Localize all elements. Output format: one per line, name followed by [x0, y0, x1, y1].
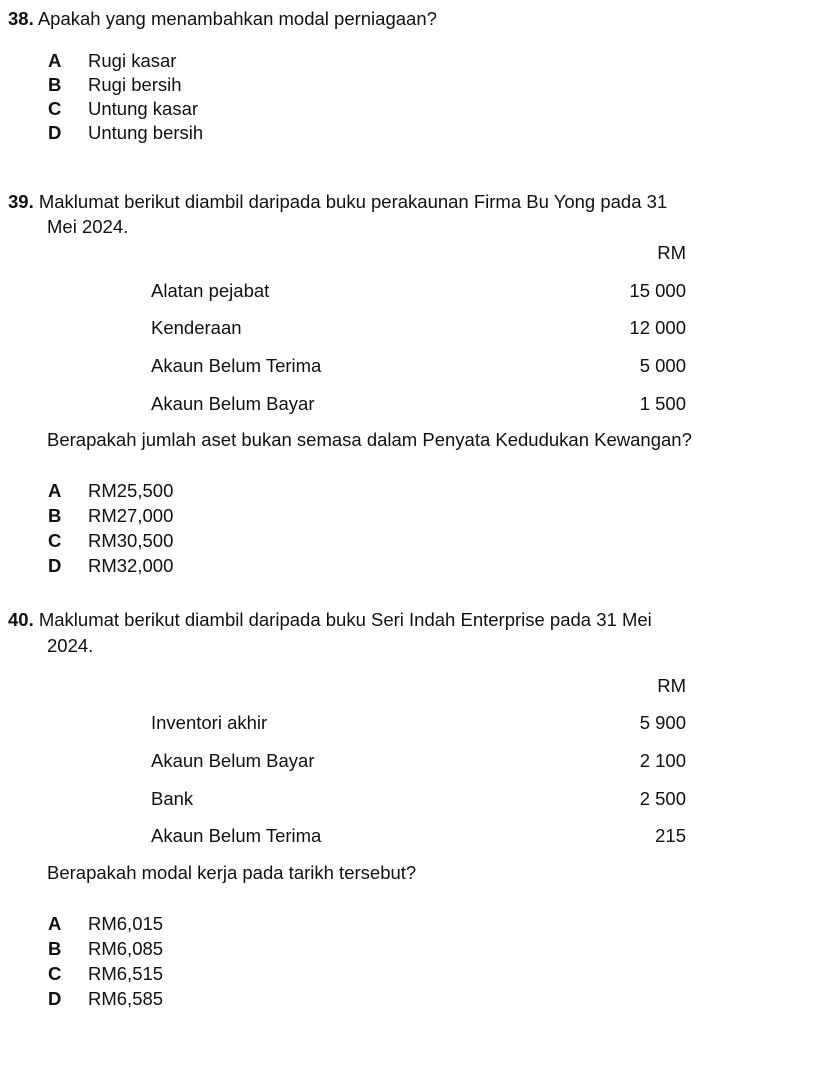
option-letter: A	[48, 913, 62, 934]
option-text: Untung kasar	[88, 98, 199, 119]
question-text: Apakah yang menambahkan modal perniagaan?	[37, 8, 437, 29]
question-text-continued: 2024.	[47, 635, 94, 656]
option-c[interactable]	[48, 530, 173, 552]
option-text: RM6,015	[88, 913, 164, 934]
question-text: Maklumat berikut diambil daripada buku Seri Indah Enterprise pada 31 Mei	[38, 609, 652, 630]
account-amount: 5 000	[639, 355, 686, 376]
option-letter: A	[48, 50, 62, 71]
option-text: RM25,500	[88, 480, 174, 501]
option-text: Rugi bersih	[88, 74, 182, 95]
option-text: RM6,085	[88, 938, 164, 959]
account-amount: 2 500	[639, 788, 686, 809]
question-39	[8, 191, 667, 213]
option-c[interactable]	[48, 963, 163, 985]
question-number: 38.	[8, 8, 34, 29]
option-b[interactable]	[48, 938, 163, 960]
option-d[interactable]	[48, 555, 173, 577]
account-amount: 12 000	[629, 317, 686, 338]
currency-header: RM	[657, 242, 686, 263]
option-b[interactable]	[48, 74, 182, 96]
account-label: Akaun Belum Bayar	[151, 393, 315, 414]
option-d[interactable]	[48, 988, 163, 1010]
account-amount: 2 100	[639, 750, 686, 771]
option-letter: C	[48, 530, 62, 551]
option-d[interactable]	[48, 122, 203, 144]
option-letter: B	[48, 74, 62, 95]
option-letter: D	[48, 122, 62, 143]
account-amount: 15 000	[629, 280, 686, 301]
account-label: Alatan pejabat	[151, 280, 270, 301]
option-a[interactable]	[48, 480, 173, 502]
option-letter: B	[48, 505, 62, 526]
account-amount: 1 500	[639, 393, 686, 414]
option-letter: C	[48, 98, 62, 119]
account-label: Akaun Belum Terima	[151, 825, 322, 846]
option-text: RM6,515	[88, 963, 164, 984]
account-label: Inventori akhir	[151, 712, 268, 733]
option-text: RM27,000	[88, 505, 174, 526]
account-label: Akaun Belum Bayar	[151, 750, 315, 771]
question-text-continued: Mei 2024.	[47, 216, 129, 237]
account-label: Kenderaan	[151, 317, 242, 338]
option-letter: A	[48, 480, 62, 501]
option-text: RM30,500	[88, 530, 174, 551]
account-amount: 215	[655, 825, 686, 846]
question-prompt: Berapakah jumlah aset bukan semasa dalam Penyata Kedudukan Kewangan?	[47, 429, 692, 450]
question-text: Maklumat berikut diambil daripada buku perakaunan Firma Bu Yong pada 31	[38, 191, 668, 212]
option-letter: C	[48, 963, 62, 984]
option-text: Rugi kasar	[88, 50, 177, 71]
question-38	[8, 8, 437, 30]
option-text: RM32,000	[88, 555, 174, 576]
question-40	[8, 609, 652, 631]
option-a[interactable]	[48, 50, 176, 72]
option-text: RM6,585	[88, 988, 164, 1009]
option-letter: D	[48, 988, 62, 1009]
option-a[interactable]	[48, 913, 163, 935]
option-text: Untung bersih	[88, 122, 204, 143]
option-letter: B	[48, 938, 62, 959]
account-amount: 5 900	[639, 712, 686, 733]
question-prompt: Berapakah modal kerja pada tarikh tersebut?	[47, 862, 417, 883]
option-c[interactable]	[48, 98, 198, 120]
option-letter: D	[48, 555, 62, 576]
question-number: 39.	[8, 191, 34, 212]
currency-header: RM	[657, 675, 686, 696]
question-number: 40.	[8, 609, 34, 630]
account-label: Bank	[151, 788, 194, 809]
option-b[interactable]	[48, 505, 173, 527]
account-label: Akaun Belum Terima	[151, 355, 322, 376]
